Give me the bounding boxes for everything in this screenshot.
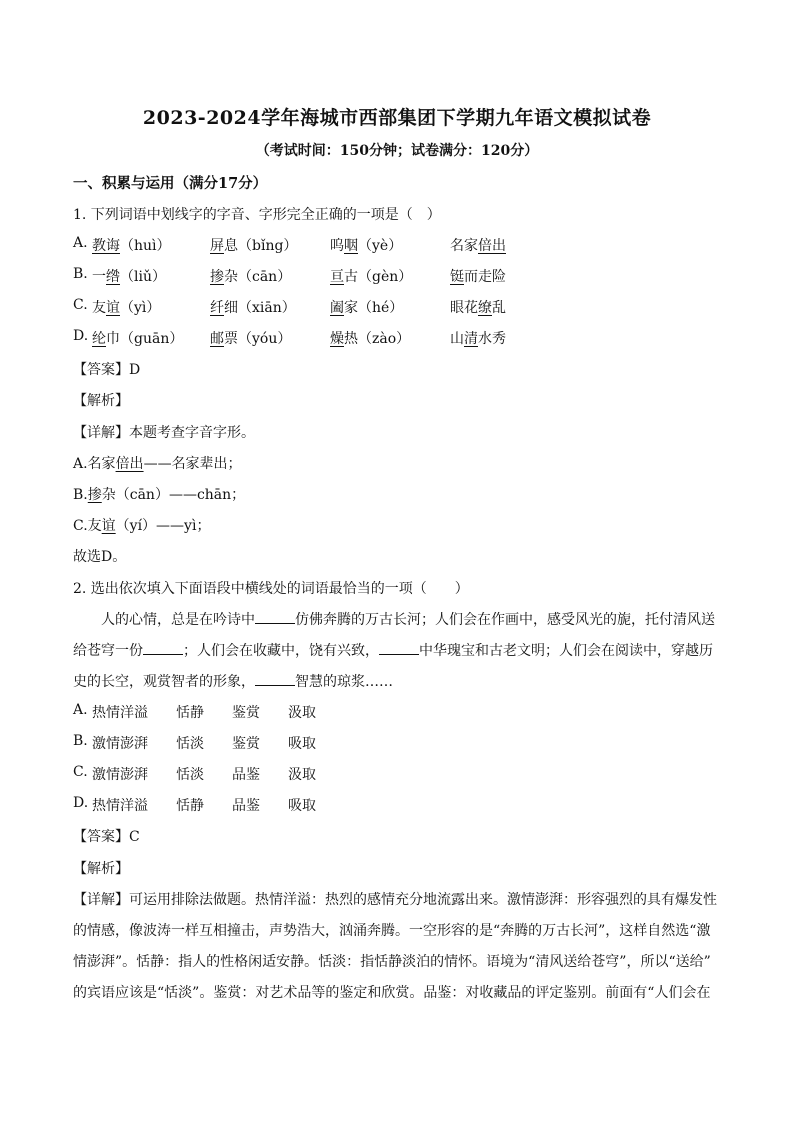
fill-blank [379, 642, 419, 655]
option-word [330, 235, 402, 255]
underlined-char: 阖 [330, 300, 344, 316]
option-label: C. [73, 297, 88, 313]
underlined-char: 倍出 [478, 238, 506, 254]
option-label: A. [73, 702, 88, 718]
pinyin-text: （yè） [358, 238, 403, 254]
option-word: 吸取 [288, 798, 316, 814]
option-word [210, 235, 297, 255]
section-heading: 一、积累与运用（满分17分） [73, 175, 268, 192]
word-text: 呜 [330, 238, 344, 254]
detail-line: 情澎湃”。恬静：指人的性格闲适安静。恬淡：指恬静淡泊的情怀。语境为“清风送给苍穹”，所以“送给” [73, 954, 711, 970]
correction-prefix: A.名家 [73, 456, 116, 472]
underlined-char: 掺 [210, 269, 224, 285]
detail-line: 【详解】可运用排除法做题。热情洋溢：热烈的感情充分地流露出来。激情澎湃：形容强烈的具有爆发性 [73, 892, 717, 908]
underlined-char: 邮 [210, 331, 224, 347]
question-2-stem: 2. 选出依次填入下面语段中横线处的词语最恰当的一项（ ） [73, 581, 469, 597]
option-label: B. [73, 266, 88, 282]
underlined-char: 绺 [106, 269, 120, 285]
underlined-char: 倍出 [115, 456, 144, 472]
pinyin-text: （yì） [120, 300, 161, 316]
word-text: 友 [92, 300, 106, 316]
page-title: 2023-2024学年海城市西部集团下学期九年语文模拟试卷 [142, 107, 652, 129]
underlined-char: 咽 [344, 238, 358, 254]
pinyin-text: 息（bǐng） [224, 238, 298, 254]
pinyin-text: 票（yóu） [224, 331, 292, 347]
question-1-stem: 1. 下列词语中划线字的字音、字形完全正确的一项是（ ） [73, 207, 441, 223]
fill-blank [255, 611, 295, 624]
option-word [450, 328, 506, 348]
option-label: B. [73, 733, 88, 749]
underlined-char: 缭 [478, 300, 492, 316]
detail-text: 【详解】本题考查字音字形。 [73, 425, 255, 441]
option-word: 品鉴 [232, 767, 260, 783]
answer-label: 【答案】D [73, 362, 141, 378]
option-word [450, 297, 506, 317]
underlined-char: 铤 [450, 269, 464, 285]
option-word: 汲取 [288, 767, 316, 783]
option-word [450, 235, 506, 255]
word-text: 眼花 [450, 300, 478, 316]
option-word [92, 235, 171, 255]
option-word: 恬静 [176, 705, 204, 721]
option-word: 品鉴 [232, 798, 260, 814]
option-label: A. [73, 235, 88, 251]
option-word [210, 266, 291, 286]
word-text: 一 [92, 269, 106, 285]
passage-line: 给苍穹一份 ；人们会在收藏中，饶有兴致， 中华瑰宝和古老文明；人们会在阅读中，穿越历 [73, 643, 713, 659]
underlined-char: 屏 [210, 238, 224, 254]
correction-item [73, 484, 245, 504]
underlined-char: 教诲 [92, 238, 120, 254]
option-word [450, 266, 506, 286]
pinyin-text: 细（xiān） [224, 300, 296, 316]
option-word: 热情洋溢 [92, 705, 148, 721]
pinyin-text: 家（hé） [344, 300, 404, 316]
option-word: 恬淡 [176, 736, 204, 752]
pinyin-text: 巾（guān） [106, 331, 184, 347]
pinyin-text: 乱 [492, 300, 506, 316]
option-word [92, 328, 183, 348]
option-word [92, 297, 160, 317]
conclusion-text: 故选D。 [73, 549, 127, 565]
option-word: 鉴赏 [232, 736, 260, 752]
passage-line: 人的心情，总是在吟诗中 仿佛奔腾的万古长河；人们会在作画中，感受风光的旎，托付清风送 [101, 612, 715, 628]
answer-label: 【答案】C [73, 829, 140, 845]
passage-line: 史的长空，观赏智者的形象， 智慧的琼浆…… [73, 674, 393, 690]
option-word [92, 266, 166, 286]
pinyin-text: 古（gèn） [344, 269, 413, 285]
analysis-label: 【解析】 [73, 861, 129, 877]
underlined-char: 清 [464, 331, 478, 347]
correction-prefix: B. [73, 487, 88, 503]
option-word: 恬静 [176, 798, 204, 814]
pinyin-text: （huì） [120, 238, 171, 254]
option-word: 热情洋溢 [92, 798, 148, 814]
underlined-char: 燥 [330, 331, 344, 347]
underlined-char: 谊 [106, 300, 120, 316]
detail-line: 的情感，像波涛一样互相撞击，声势浩大，汹涌奔腾。一空形容的是“奔腾的万古长河”，这样自然选“激 [73, 923, 711, 939]
option-word: 激情澎湃 [92, 736, 148, 752]
analysis-label: 【解析】 [73, 393, 129, 409]
underlined-char: 纤 [210, 300, 224, 316]
pinyin-text: 水秀 [478, 331, 506, 347]
option-word [210, 328, 291, 348]
correction-text: ——名家辈出； [143, 456, 242, 472]
option-word: 激情澎湃 [92, 767, 148, 783]
pinyin-text: （liǔ） [120, 269, 166, 285]
option-word: 恬淡 [176, 767, 204, 783]
option-word [330, 266, 412, 286]
word-text: 山 [450, 331, 464, 347]
detail-line: 的宾语应该是“恬淡”。鉴赏：对艺术品等的鉴定和欣赏。品鉴：对收藏品的评定鉴别。前面有“人们会在 [73, 985, 711, 1001]
exam-info: （考试时间：150分钟；试卷满分：120分） [255, 143, 539, 159]
pinyin-text: 杂（cān） [224, 269, 292, 285]
underlined-char: 亘 [330, 269, 344, 285]
correction-item [73, 453, 242, 473]
pinyin-text: 而走险 [464, 269, 506, 285]
option-label: D. [73, 795, 89, 811]
underlined-char: 掺 [87, 487, 102, 503]
option-word [330, 328, 410, 348]
pinyin-text: 热（zào） [344, 331, 411, 347]
correction-prefix: C.友 [73, 518, 102, 534]
option-label: D. [73, 328, 89, 344]
option-word: 汲取 [288, 705, 316, 721]
underlined-char: 谊 [101, 518, 116, 534]
underlined-char: 纶 [92, 331, 106, 347]
option-word [210, 297, 296, 317]
option-label: C. [73, 764, 88, 780]
correction-text: 杂（cān）——chān； [101, 487, 246, 503]
correction-item [73, 515, 210, 535]
word-text: 名家 [450, 238, 478, 254]
option-word: 吸取 [288, 736, 316, 752]
correction-text: （yí）——yì； [115, 518, 211, 534]
fill-blank [143, 642, 183, 655]
option-word [330, 297, 403, 317]
fill-blank [255, 673, 295, 686]
option-word: 鉴赏 [232, 705, 260, 721]
